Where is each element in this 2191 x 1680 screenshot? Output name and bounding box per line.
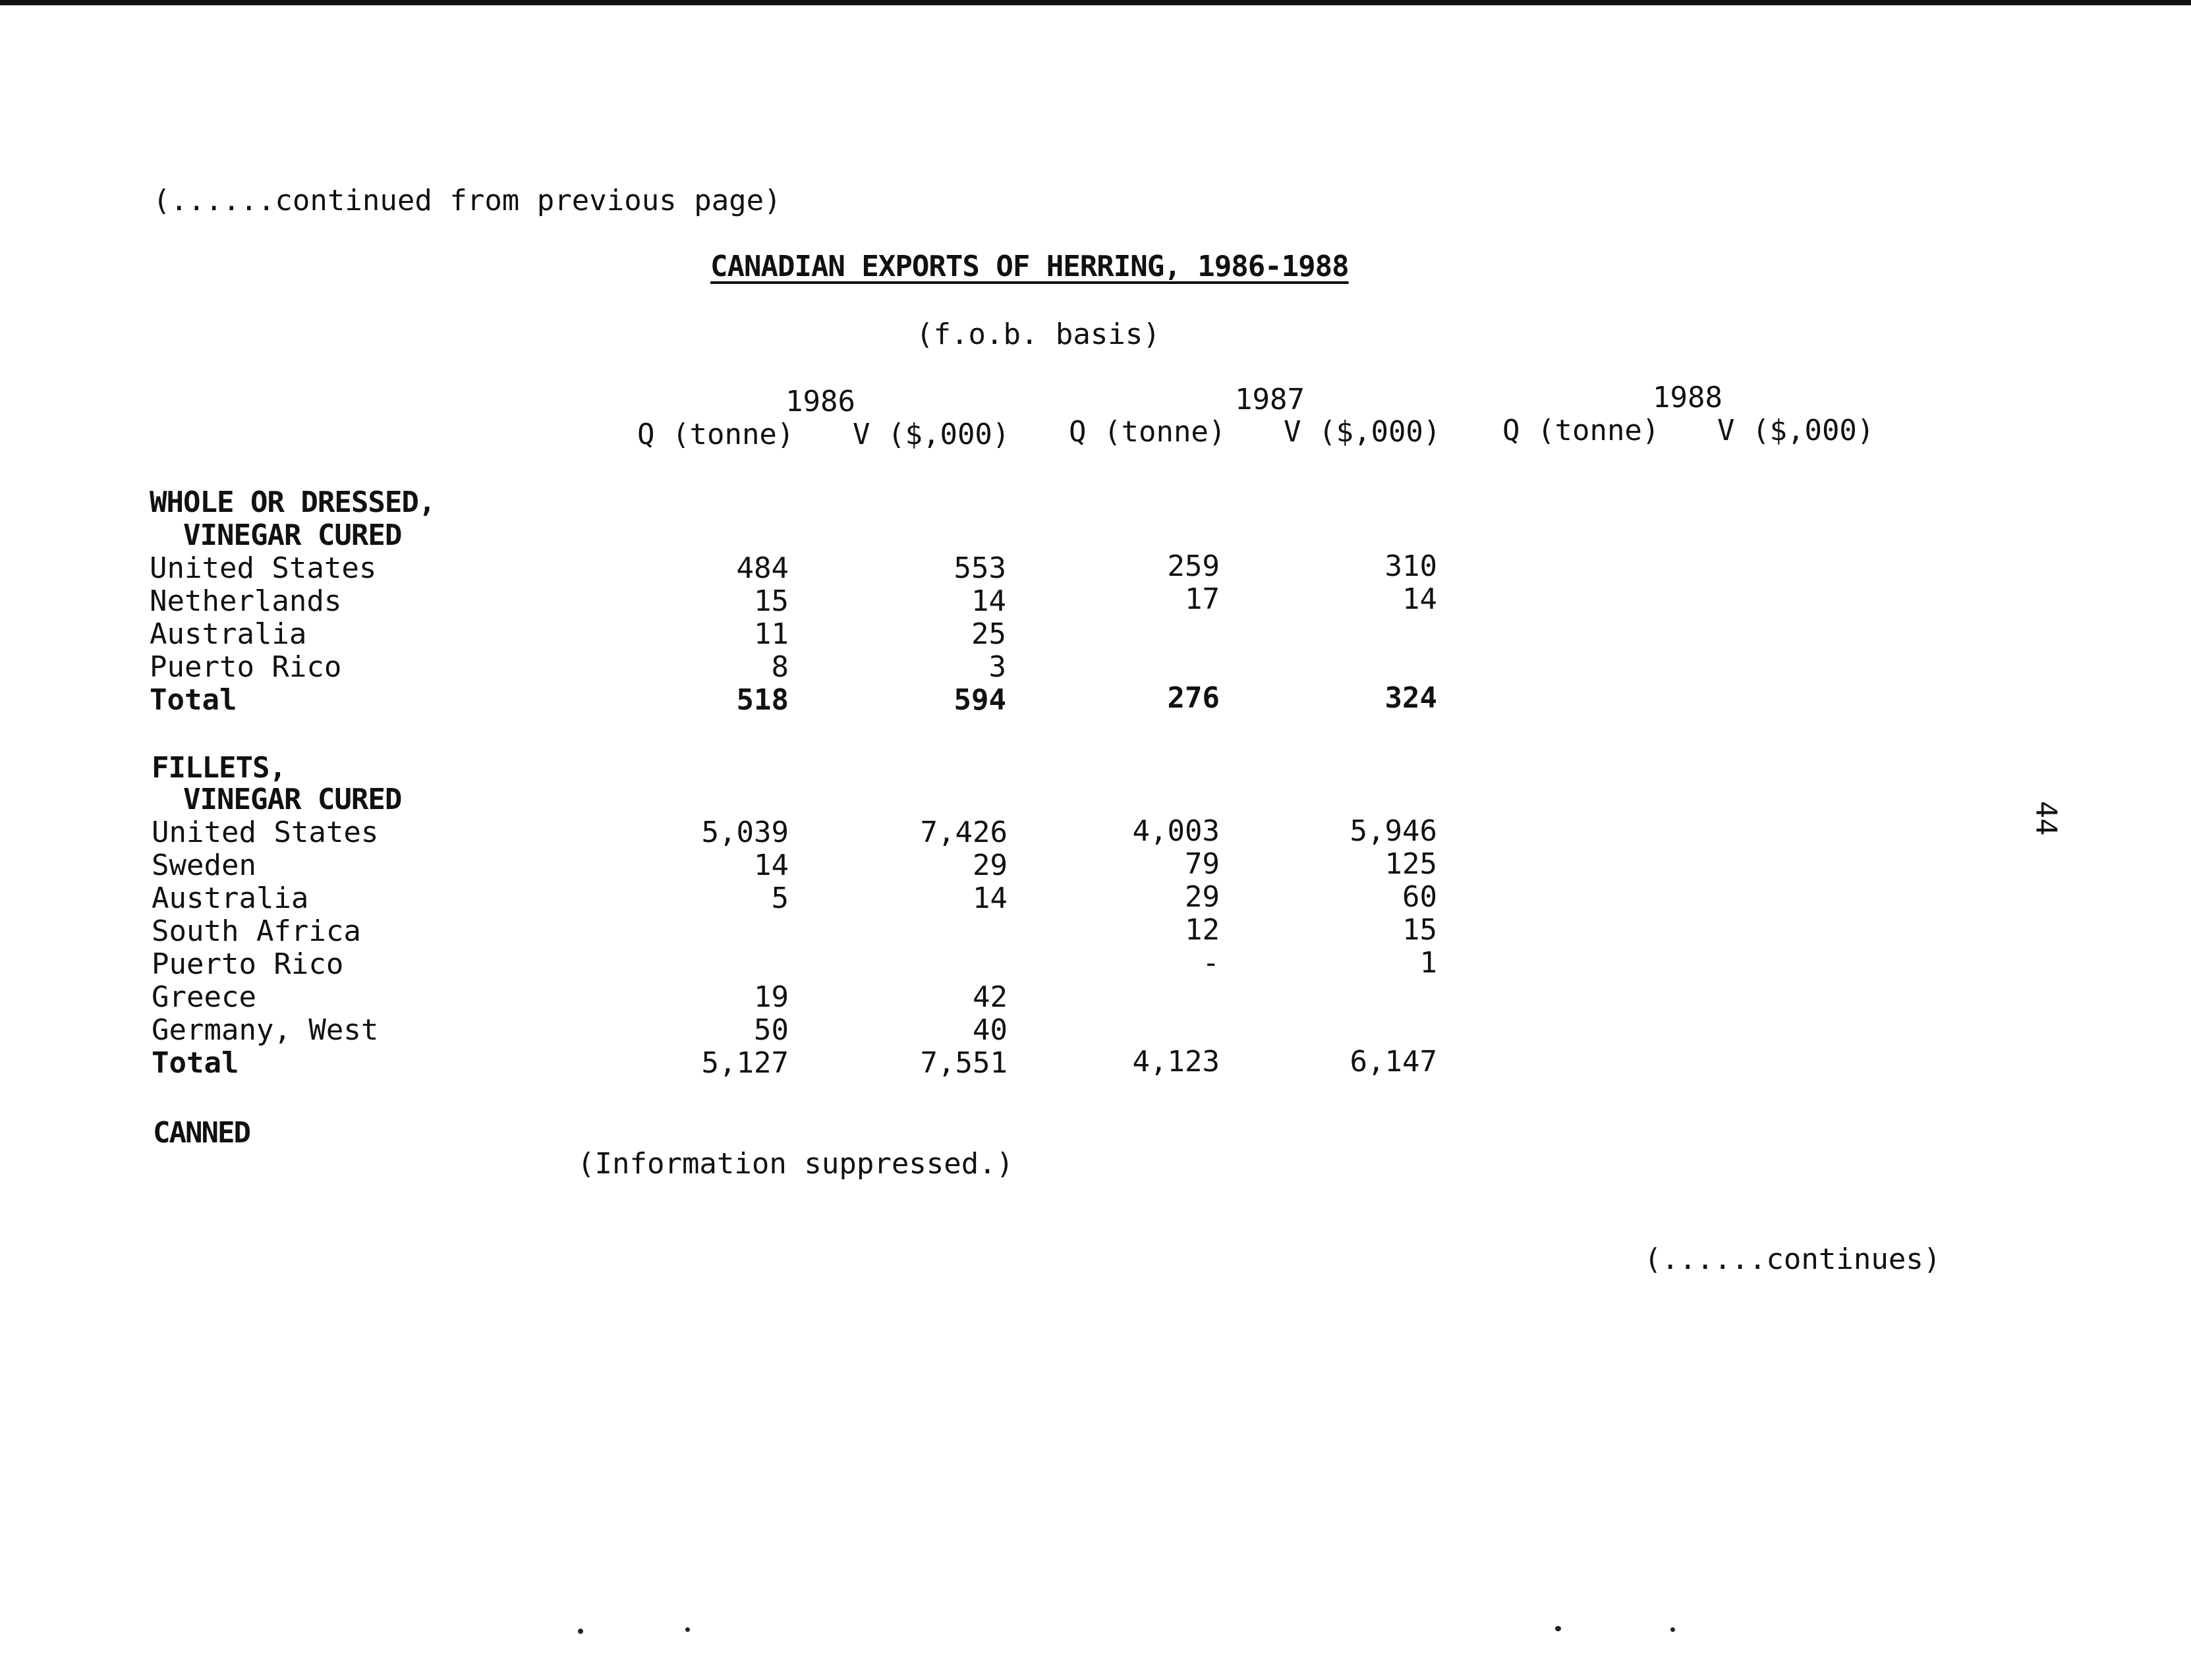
- scan-speck: [1555, 1626, 1561, 1631]
- cell-v-1987: 125: [1384, 847, 1437, 881]
- cell-v-1987: 5,946: [1350, 814, 1437, 848]
- cell-v-1987-total: 324: [1384, 681, 1437, 715]
- page-number: 44: [2029, 800, 2063, 836]
- cell-v-1986-total: 7,551: [920, 1046, 1008, 1080]
- cell-v-1986: 553: [953, 551, 1006, 585]
- cell-v-1986: 42: [973, 980, 1008, 1014]
- cell-q-1987: 4,003: [1132, 814, 1220, 848]
- cell-v-1986: 40: [973, 1013, 1008, 1047]
- col-header-q-1988: Q (tonne): [1502, 414, 1660, 447]
- cell-v-1986: 7,426: [920, 816, 1008, 849]
- cell-v-1986: 14: [971, 584, 1006, 618]
- row-label: Greece: [152, 980, 256, 1014]
- cell-q-1986-total: 5,127: [701, 1046, 789, 1080]
- scan-top-edge: [0, 0, 2191, 5]
- cell-q-1986: 5: [771, 882, 789, 915]
- cell-v-1987: 15: [1402, 913, 1437, 947]
- section-heading: WHOLE OR DRESSED,: [150, 486, 436, 519]
- cell-q-1987: -: [1202, 946, 1220, 980]
- cell-v-1987: 1: [1419, 946, 1437, 980]
- section-heading-sub: VINEGAR CURED: [183, 783, 402, 816]
- cell-q-1986: 5,039: [701, 816, 789, 849]
- cell-q-1987: 259: [1167, 549, 1220, 583]
- cell-v-1987: 14: [1402, 582, 1437, 616]
- suppressed-note: (Information suppressed.): [577, 1147, 1014, 1181]
- cell-q-1986: 15: [754, 584, 789, 618]
- cell-q-1986: 11: [754, 617, 789, 651]
- cell-v-1986: 25: [971, 617, 1006, 651]
- col-header-q-1987: Q (tonne): [1069, 415, 1226, 449]
- row-label: Puerto Rico: [152, 947, 344, 981]
- continues-note: (......continues): [1644, 1243, 1941, 1276]
- cell-q-1987: 12: [1185, 913, 1220, 947]
- cell-q-1986: 19: [754, 980, 789, 1014]
- year-1987-header: 1987: [1235, 383, 1305, 416]
- row-label: South Africa: [152, 914, 361, 948]
- row-label: Sweden: [152, 849, 256, 882]
- col-header-v-1986: V ($,000): [853, 418, 1010, 451]
- cell-q-1986: 14: [754, 849, 789, 882]
- cell-v-1986: 29: [973, 849, 1008, 882]
- row-label: Netherlands: [150, 584, 342, 618]
- cell-v-1986-total: 594: [953, 683, 1006, 717]
- cell-q-1986: 484: [736, 551, 789, 585]
- cell-q-1986: 8: [771, 650, 789, 684]
- row-label-total: Total: [152, 1046, 239, 1080]
- cell-v-1987: 310: [1384, 549, 1437, 583]
- col-header-v-1988: V ($,000): [1717, 414, 1875, 447]
- page-subtitle: (f.o.b. basis): [916, 318, 1160, 351]
- scan-speck: [685, 1627, 690, 1632]
- cell-q-1986-total: 518: [736, 683, 789, 717]
- row-label: Australia: [152, 882, 309, 915]
- cell-q-1987: 79: [1185, 847, 1220, 881]
- cell-q-1987: 29: [1185, 880, 1220, 914]
- cell-v-1987-total: 6,147: [1350, 1045, 1437, 1078]
- cell-q-1987: 17: [1185, 582, 1220, 616]
- row-label: United States: [152, 816, 379, 849]
- row-label-total: Total: [150, 683, 237, 717]
- section-heading: FILLETS,: [152, 751, 286, 785]
- continued-note: (......continued from previous page): [153, 184, 782, 217]
- row-label: Germany, West: [152, 1013, 379, 1047]
- scan-speck: [1670, 1627, 1675, 1632]
- year-1986-header: 1986: [785, 385, 855, 418]
- section-heading-sub: VINEGAR CURED: [183, 518, 402, 552]
- col-header-q-1986: Q (tonne): [637, 418, 795, 451]
- cell-q-1987-total: 4,123: [1132, 1045, 1220, 1078]
- cell-q-1987-total: 276: [1167, 681, 1220, 715]
- year-1988-header: 1988: [1653, 381, 1722, 414]
- scan-speck: [578, 1629, 583, 1634]
- row-label: Australia: [150, 617, 307, 651]
- row-label: Puerto Rico: [150, 650, 342, 684]
- cell-v-1986: 3: [988, 650, 1006, 684]
- cell-v-1986: 14: [973, 882, 1008, 915]
- page-title: CANADIAN EXPORTS OF HERRING, 1986-1988: [710, 250, 1349, 283]
- row-label: United States: [150, 551, 377, 585]
- col-header-v-1987: V ($,000): [1284, 415, 1441, 449]
- cell-q-1986: 50: [754, 1013, 789, 1047]
- canned-heading: CANNED: [153, 1116, 250, 1150]
- cell-v-1987: 60: [1402, 880, 1437, 914]
